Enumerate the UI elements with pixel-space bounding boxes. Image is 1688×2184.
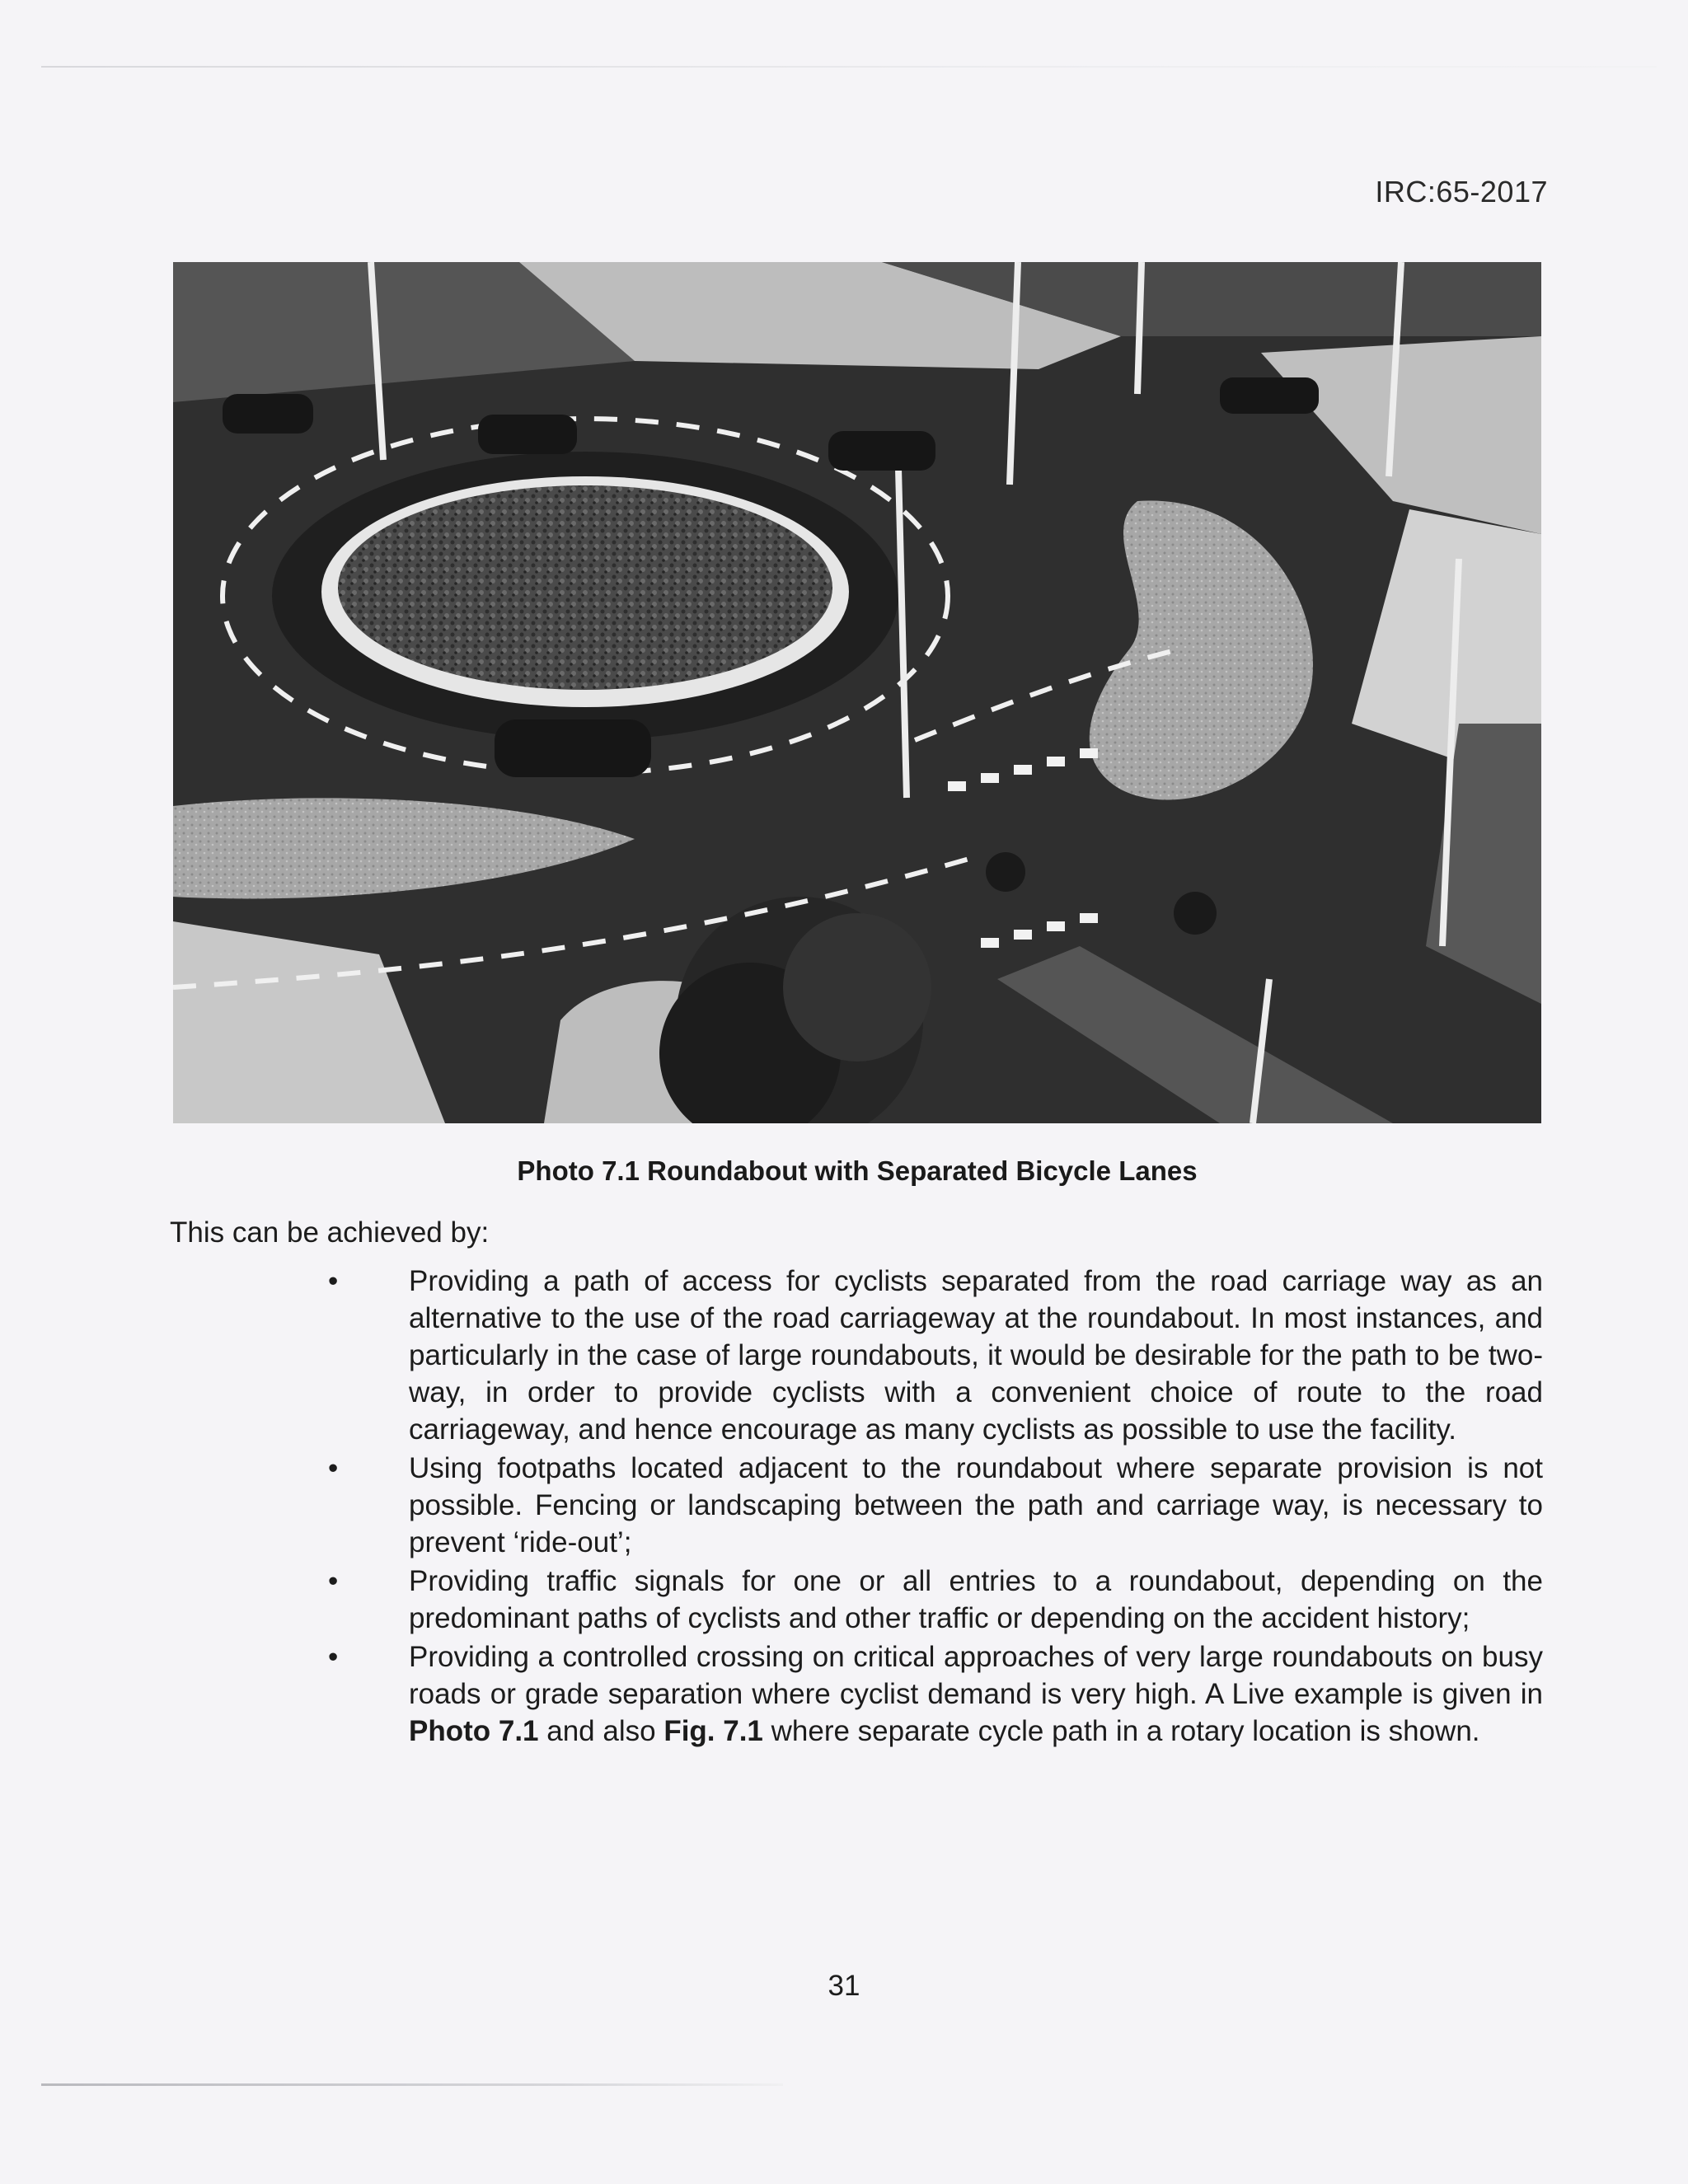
bullet-text: where separate cycle path in a rotary location is shown. — [762, 1715, 1480, 1747]
bullet-list — [321, 1263, 1543, 1751]
scan-edge-top — [41, 66, 1657, 68]
bold-reference: Fig. 7.1 — [663, 1715, 763, 1747]
bullet-item — [321, 1450, 1543, 1561]
intro-text: This can be achieved by: — [170, 1216, 490, 1249]
bullet-text: Providing traffic signals for one or all entries to a roundabout, depending on the predominant paths of cyclists and other traffic or depending on the accident history; — [409, 1565, 1543, 1634]
bullet-text: Providing a controlled crossing on critical approaches of very large roundabouts on busy roads or grade separation where cyclist demand is very high. A Live example is given in — [409, 1641, 1543, 1710]
bullet-icon: • — [328, 1641, 339, 1673]
bold-reference: Photo 7.1 — [409, 1715, 539, 1747]
bullet-text: Providing a path of access for cyclists separated from the road carriage way as an alternative to the use of the road carriageway at the roundabout. In most instances, and particularly in the case of large roundabouts, it would be desirable for the path to be two-way, in order to provide cyclists with a convenient choice of route to the road carriageway, and hence encourage as many cyclists as possible to use the facility. — [409, 1265, 1543, 1446]
bullet-item — [321, 1638, 1543, 1750]
bullet-item — [321, 1263, 1543, 1448]
page-number: 31 — [828, 1970, 860, 2002]
photo-caption: Photo 7.1 Roundabout with Separated Bicycle Lanes — [517, 1155, 1198, 1186]
document-reference: IRC:65-2017 — [1375, 175, 1548, 209]
scan-edge-bottom — [41, 2083, 783, 2086]
bullet-icon: • — [328, 1565, 339, 1597]
bullet-item — [321, 1563, 1543, 1637]
roundabout-photo-icon — [173, 262, 1541, 1123]
bullet-text: and also — [538, 1715, 664, 1747]
bullet-icon: • — [328, 1452, 339, 1484]
roundabout-photo — [173, 262, 1541, 1123]
bullet-text: Using footpaths located adjacent to the roundabout where separate provision is not possible. Fencing or landscaping between the path and carriage way, is necessary to prevent ‘ride-out’; — [409, 1452, 1543, 1558]
bullet-icon: • — [328, 1265, 339, 1297]
